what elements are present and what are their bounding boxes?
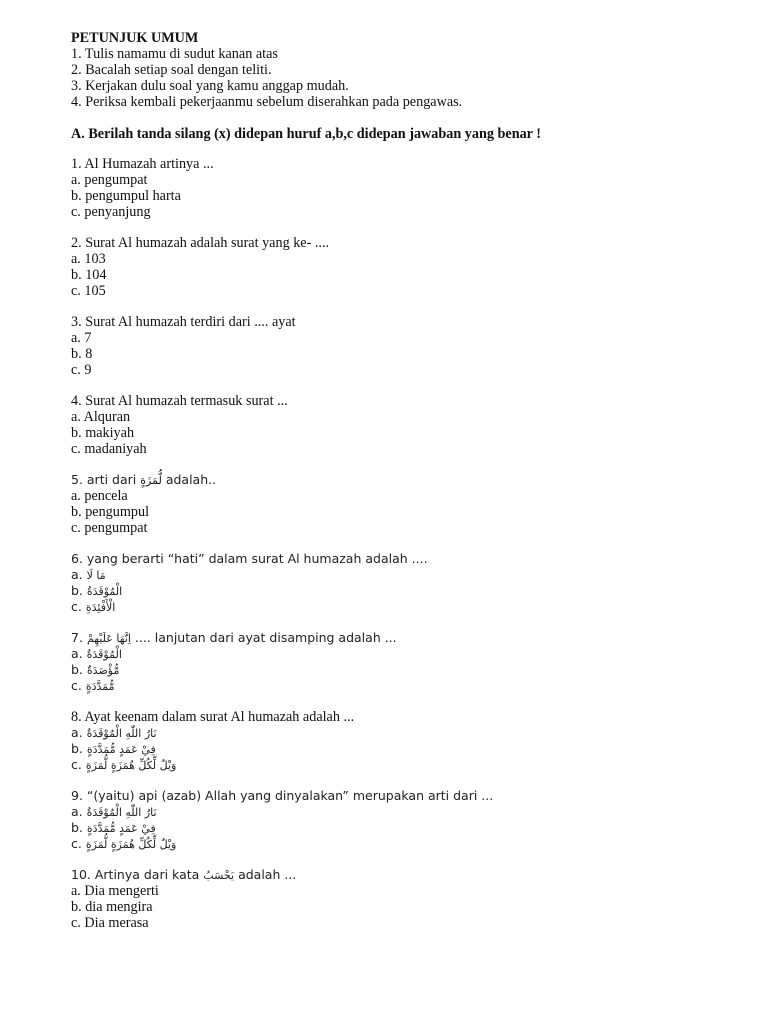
question-5-option-a: a. pencela — [71, 488, 128, 504]
question-1: 1. Al Humazah artinya ... — [71, 156, 214, 172]
question-10-option-b: b. dia mengira — [71, 899, 153, 915]
option-arabic-text: فِيْ عَمَدٍ مُّمَدَّدَةٍ — [86, 822, 156, 835]
option-letter: c. — [71, 678, 82, 693]
option-letter: a. — [71, 646, 83, 661]
option-letter: c. — [71, 757, 82, 772]
option-arabic-text: مُّؤْصَدَةٌ — [86, 664, 120, 677]
question-3-option-b: b. 8 — [71, 346, 93, 362]
instructions-title: PETUNJUK UMUM — [71, 30, 199, 46]
option-arabic-text: الْمُوْقَدَةُ — [86, 648, 122, 661]
question-10-arabic-word: يَحْسَبُ — [203, 869, 235, 882]
question-6-option-a — [71, 567, 110, 584]
option-letter: a. — [71, 567, 83, 582]
question-1-option-a: a. pengumpat — [71, 172, 148, 188]
question-7 — [71, 630, 397, 647]
question-10-suffix: adalah ... — [238, 867, 297, 882]
option-letter: c. — [71, 836, 82, 851]
option-arabic-text: الْأَفْئِدَةِ — [85, 601, 116, 614]
question-7-number: 7. — [71, 630, 83, 645]
question-7-arabic-verse: اِنَّهَا عَلَيْهِمْ — [86, 632, 131, 645]
option-arabic-text: نَارُ اللّٰهِ الْمُوْقَدَةُ — [86, 727, 157, 740]
question-10-option-c: c. Dia merasa — [71, 915, 149, 931]
question-4-option-a: a. Alquran — [71, 409, 131, 425]
question-6-option-b — [71, 583, 126, 600]
question-6-option-c — [71, 599, 119, 616]
question-5-arabic-word: لُّمَزَةٍ — [140, 474, 162, 487]
question-5-option-b: b. pengumpul — [71, 504, 150, 520]
question-2-option-c: c. 105 — [71, 283, 106, 299]
instruction-rule-3: 3. Kerjakan dulu soal yang kamu anggap mudah. — [71, 78, 349, 94]
question-7-suffix: .... lanjutan dari ayat disamping adalah ... — [134, 630, 397, 645]
question-9-option-b — [71, 820, 160, 837]
question-10-prefix: 10. Artinya dari kata — [71, 867, 200, 882]
option-letter: b. — [71, 820, 83, 835]
option-letter: b. — [71, 662, 83, 677]
question-3-option-a: a. 7 — [71, 330, 92, 346]
option-arabic-text: الْمُوْقَدَةُ — [86, 585, 123, 598]
option-letter: b. — [71, 741, 83, 756]
question-7-option-c — [71, 678, 119, 695]
option-arabic-text: وَيْلٌ لِّكُلِّ هُمَزَةٍ لُّمَزَةٍ — [85, 838, 177, 851]
question-4: 4. Surat Al humazah termasuk surat ... — [71, 393, 288, 409]
option-letter: a. — [71, 804, 83, 819]
question-1-option-c: c. penyanjung — [71, 204, 151, 220]
option-arabic-text: نَارُ اللّٰهِ الْمُوْقَدَةُ — [86, 806, 157, 819]
question-10 — [71, 867, 296, 884]
question-8-option-a — [71, 725, 161, 742]
option-arabic-text: وَيْلٌ لِّكُلِّ هُمَزَةٍ لُّمَزَةٍ — [85, 759, 177, 772]
instruction-rule-1: 1. Tulis namamu di sudut kanan atas — [71, 46, 278, 62]
instruction-rule-2: 2. Bacalah setiap soal dengan teliti. — [71, 62, 272, 78]
question-6: 6. yang berarti “hati” dalam surat Al humazah adalah .... — [71, 551, 428, 566]
question-3: 3. Surat Al humazah terdiri dari .... ayat — [71, 314, 296, 330]
instruction-rule-4: 4. Periksa kembali pekerjaanmu sebelum diserahkan pada pengawas. — [71, 94, 463, 110]
section-a-heading: A. Berilah tanda silang (x) didepan huruf a,b,c didepan jawaban yang benar ! — [71, 126, 541, 142]
question-3-option-c: c. 9 — [71, 362, 92, 378]
question-2-option-b: b. 104 — [71, 267, 107, 283]
question-9-option-c — [71, 836, 180, 853]
question-2-option-a: a. 103 — [71, 251, 106, 267]
question-4-option-c: c. madaniyah — [71, 441, 147, 457]
option-letter: c. — [71, 599, 82, 614]
question-7-option-a — [71, 646, 126, 663]
question-8-option-b — [71, 741, 160, 758]
option-arabic-text: مُّمَدَّدَةٍ — [85, 680, 115, 693]
question-5-option-c: c. pengumpat — [71, 520, 148, 536]
question-2: 2. Surat Al humazah adalah surat yang ke- .... — [71, 235, 330, 251]
option-letter: a. — [71, 725, 83, 740]
option-letter: b. — [71, 583, 83, 598]
question-8-option-c — [71, 757, 180, 774]
question-1-option-b: b. pengumpul harta — [71, 188, 181, 204]
question-9-option-a — [71, 804, 161, 821]
question-10-option-a: a. Dia mengerti — [71, 883, 159, 899]
question-5 — [71, 472, 216, 489]
question-9: 9. “(yaitu) api (azab) Allah yang dinyalakan” merupakan arti dari ... — [71, 788, 494, 803]
question-4-option-b: b. makiyah — [71, 425, 135, 441]
question-5-suffix: adalah.. — [165, 472, 217, 487]
option-arabic-text: مَا لَا — [86, 569, 106, 582]
question-5-prefix: 5. arti dari — [71, 472, 137, 487]
option-arabic-text: فِيْ عَمَدٍ مُّمَدَّدَةٍ — [86, 743, 156, 756]
question-8: 8. Ayat keenam dalam surat Al humazah adalah ... — [71, 709, 355, 725]
question-7-option-b — [71, 662, 123, 679]
